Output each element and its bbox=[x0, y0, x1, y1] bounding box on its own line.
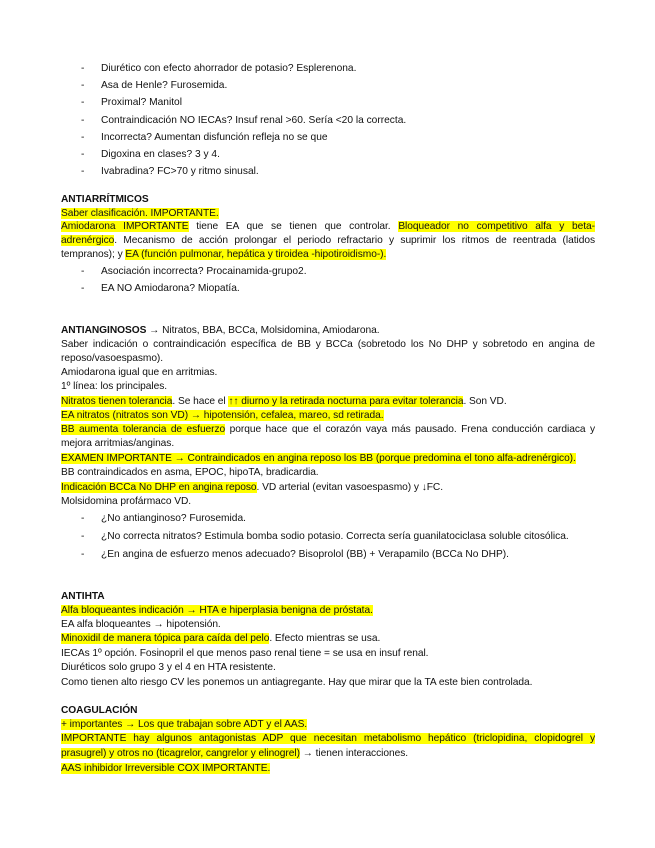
list-item: Ivabradina? FC>70 y ritmo sinusal. bbox=[101, 166, 259, 177]
list-item: ¿No antianginoso? Furosemida. bbox=[101, 513, 246, 524]
bullet-chevron: - bbox=[81, 549, 85, 560]
paragraph-line: IECAs 1º opción. Fosinopril el que menos paso renal tiene = se usa en insuf renal. bbox=[61, 648, 429, 659]
list-item: Asociación incorrecta? Procainamida-grupo2. bbox=[101, 266, 307, 277]
section-heading-antianginosos: ANTIANGINOSOS → Nitratos, BBA, BCCa, Molsidomina, Amiodarona. bbox=[61, 325, 380, 336]
highlight-text: EA nitratos (nitratos son VD) → hipotensión, cefalea, mareo, sd retirada. bbox=[61, 410, 384, 421]
paragraph-line: Nitratos tienen tolerancia. Se hace el ↑↑ diurno y la retirada nocturna para evitar tolerancia. Son VD. bbox=[61, 396, 507, 407]
bullet-dash: - bbox=[81, 80, 85, 91]
list-item: Diurético con efecto ahorrador de potasio? Esplerenona. bbox=[101, 63, 357, 74]
list-item: ¿No correcta nitratos? Estimula bomba sodio potasio. Correcta sería guanilatociclasa soluble citosólica. bbox=[101, 531, 569, 542]
bullet-dash: - bbox=[81, 97, 85, 108]
list-item: Proximal? Manitol bbox=[101, 97, 182, 108]
section-heading-coagulacion: COAGULACIÓN bbox=[61, 705, 138, 716]
list-item: Digoxina en clases? 3 y 4. bbox=[101, 149, 220, 160]
paragraph-line: BB aumenta tolerancia de esfuerzo porque hace que el corazón vaya más pausado. Frena conducción cardiaca y bbox=[61, 424, 595, 435]
list-item: Contraindicación NO IECAs? Insuf renal >60. Sería <20 la correcta. bbox=[101, 115, 407, 126]
highlight-text: Alfa bloqueantes indicación → HTA e hiperplasia benigna de próstata. bbox=[61, 605, 373, 616]
paragraph-line: Amiodarona igual que en arritmias. bbox=[61, 367, 218, 378]
bullet-dash: - bbox=[81, 283, 85, 294]
paragraph-line: BB contraindicados en asma, EPOC, hipoTA, bradicardia. bbox=[61, 467, 319, 478]
paragraph-line: Amiodarona IMPORTANTE tiene EA que se tienen que controlar. Bloqueador no competitivo alfa y beta- bbox=[61, 221, 595, 232]
bullet-dash: - bbox=[81, 132, 85, 143]
highlight-text: IMPORTANTE hay algunos antagonistas ADP que necesitan metabolismo hepático (triclopidina, clopidogrel y bbox=[61, 733, 595, 744]
bullet-dash: - bbox=[81, 115, 85, 126]
bullet-dash: - bbox=[81, 63, 85, 74]
bullet-dash: - bbox=[81, 266, 85, 277]
paragraph-line: 1º línea: los principales. bbox=[61, 381, 168, 392]
paragraph-line: Diuréticos solo grupo 3 y el 4 en HTA resistente. bbox=[61, 662, 276, 673]
paragraph-line: mejora arritmias/anginas. bbox=[61, 438, 175, 449]
section-heading-antiarritmicos: ANTIARRÍTMICOS bbox=[61, 194, 149, 205]
list-item: Incorrecta? Aumentan disfunción refleja no se que bbox=[101, 132, 328, 143]
bullet-chevron: - bbox=[81, 531, 85, 542]
paragraph-line: Minoxidil de manera tópica para caída del pelo. Efecto mientras se usa. bbox=[61, 633, 381, 644]
paragraph-line: reposo/vasoespasmo). bbox=[61, 353, 164, 364]
paragraph-line: Saber indicación o contraindicación específica de BB y BCCa (sobretodo los No DHP y sobretodo en angina de bbox=[61, 339, 595, 350]
bullet-chevron: - bbox=[81, 513, 85, 524]
paragraph-line: Como tienen alto riesgo CV les ponemos un antiagregante. Hay que mirar que la TA este bien controlada. bbox=[61, 677, 533, 688]
paragraph-line: tempranos); y EA (función pulmonar, hepática y tiroidea -hipotiroidismo-). bbox=[61, 249, 387, 260]
paragraph-line: Molsidomina profármaco VD. bbox=[61, 496, 192, 507]
highlight-text: AAS inhibidor Irreversible COX IMPORTANTE. bbox=[61, 763, 271, 774]
paragraph-line: EA alfa bloqueantes → hipotensión. bbox=[61, 619, 221, 630]
bullet-dash: - bbox=[81, 149, 85, 160]
paragraph-line: Indicación BCCa No DHP en angina reposo. VD arterial (evitan vasoespasmo) y ↓FC. bbox=[61, 482, 443, 493]
list-item: ¿En angina de esfuerzo menos adecuado? Bisoprolol (BB) + Verapamilo (BCCa No DHP). bbox=[101, 549, 509, 560]
highlight-text: EXAMEN IMPORTANTE → Contraindicados en angina reposo los BB (porque predomina el tono alfa-adrenérgico). bbox=[61, 453, 576, 464]
highlight-text: + importantes → Los que trabajan sobre ADT y el AAS. bbox=[61, 719, 308, 730]
section-heading-antihta: ANTIHTA bbox=[61, 591, 105, 602]
paragraph-line: prasugrel) y otros no (ticagrelor, cangrelor y elinogrel) → tienen interacciones. bbox=[61, 748, 409, 759]
bullet-dash: - bbox=[81, 166, 85, 177]
paragraph-line: adrenérgico. Mecanismo de acción prolongar el periodo refractario y suprimir los ritmos de reentrada (latidos bbox=[61, 235, 595, 246]
highlight-text: Saber clasificación. IMPORTANTE. bbox=[61, 208, 219, 219]
list-item: Asa de Henle? Furosemida. bbox=[101, 80, 228, 91]
list-item: EA NO Amiodarona? Miopatía. bbox=[101, 283, 240, 294]
